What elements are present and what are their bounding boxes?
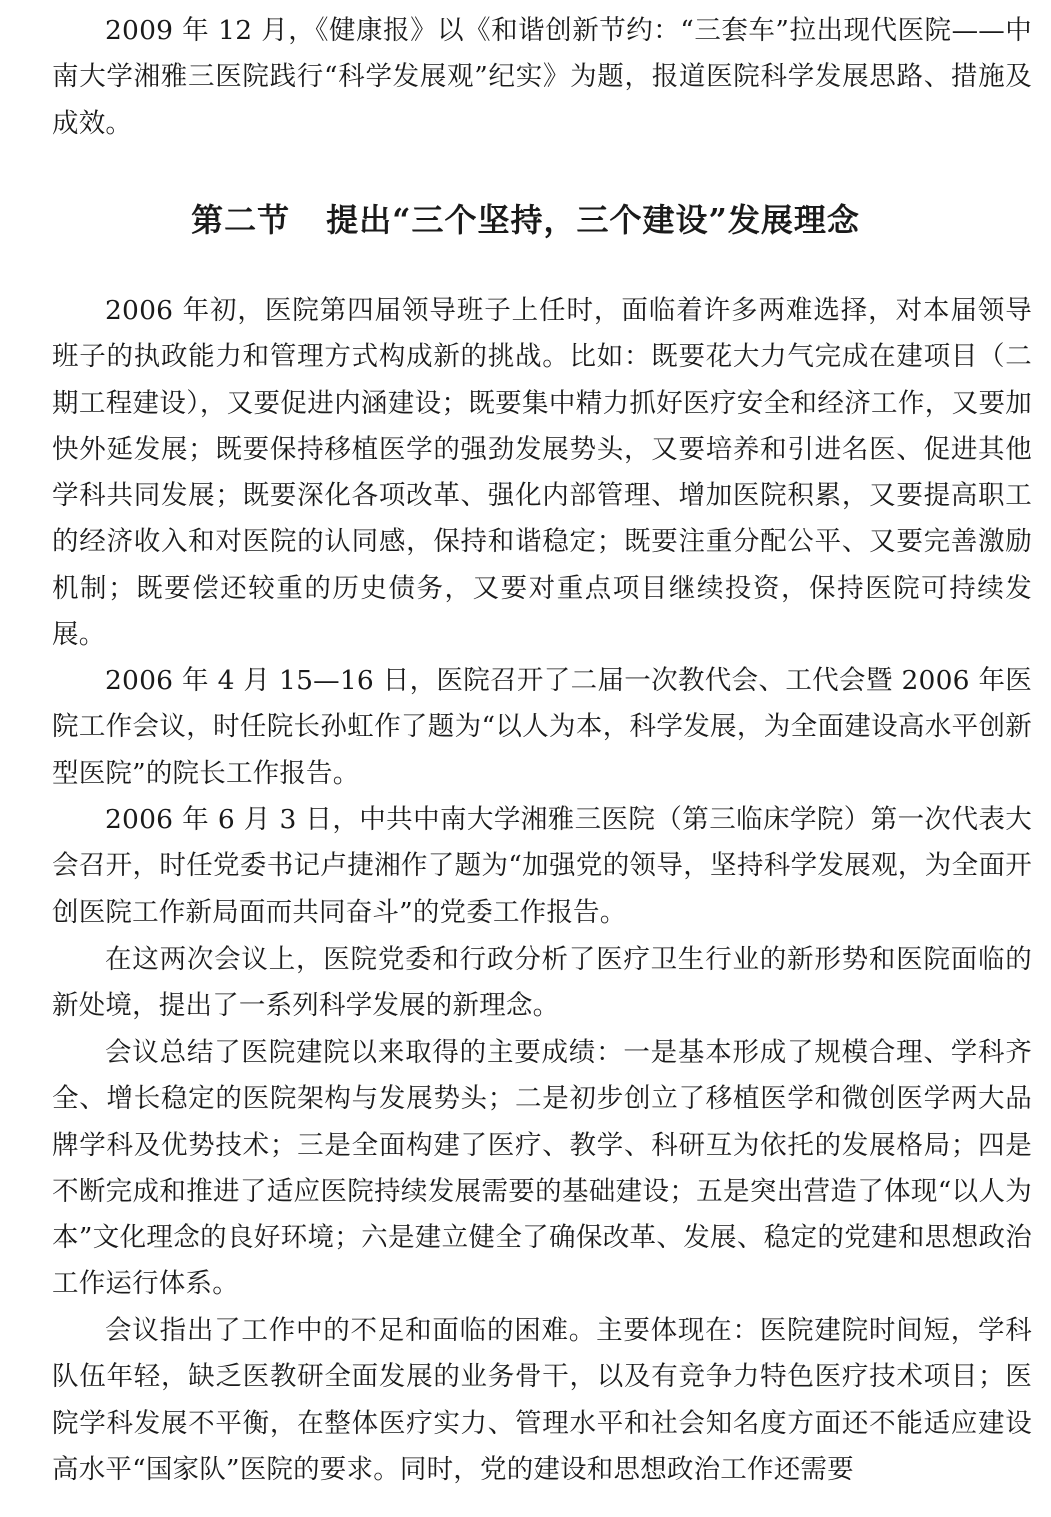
body-paragraph-3: 2006 年 6 月 3 日，中共中南大学湘雅三医院（第三临床学院）第一次代表大会召开，时任党委书记卢捷湘作了题为“加强党的领导，坚持科学发展观，为全面开创医院工作新局面而共同奋斗”的党委工作报告。 — [52, 804, 1032, 928]
section-title: 提出“三个坚持，三个建设”发展理念 — [326, 201, 860, 239]
section-number: 第二节 — [191, 201, 291, 239]
body-paragraph-4: 在这两次会议上，医院党委和行政分析了医疗卫生行业的新形势和医院面临的新处境，提出了一系列科学发展的新理念。 — [52, 944, 1032, 1022]
body-paragraph-1: 2006 年初，医院第四届领导班子上任时，面临着许多两难选择，对本届领导班子的执政能力和管理方式构成新的挑战。比如：既要花大力气完成在建项目（二期工程建设），又要促进内涵建设；既要集中精力抓好医疗安全和经济工作，又要加快外延发展；既要保持移植医学的强劲发展势头，又要培养和引进名医、促进其他学科共同发展；既要深化各项改革、强化内部管理、增加医院积累，又要提高职工的经济收入和对医院的认同感，保持和谐稳定；既要注重分配公平、又要完善激励机制；既要偿还较重的历史债务，又要对重点项目继续投资，保持医院可持续发展。 — [52, 295, 1032, 651]
section-heading — [0, 192, 1051, 248]
body-paragraph-5: 会议总结了医院建院以来取得的主要成绩：一是基本形成了规模合理、学科齐全、增长稳定的医院架构与发展势头；二是初步创立了移植医学和微创医学两大品牌学科及优势技术；三是全面构建了医疗、教学、科研互为依托的发展格局；四是不断完成和推进了适应医院持续发展需要的基础建设；五是突出营造了体现“以人为本”文化理念的良好环境；六是建立健全了确保改革、发展、稳定的党建和思想政治工作运行体系。 — [52, 1037, 1032, 1300]
body-paragraph-6: 会议指出了工作中的不足和面临的困难。主要体现在：医院建院时间短，学科队伍年轻，缺乏医教研全面发展的业务骨干，以及有竞争力特色医疗技术项目；医院学科发展不平衡，在整体医疗实力、管理水平和社会知名度方面还不能适应建设高水平“国家队”医院的要求。同时，党的建设和思想政治工作还需要 — [52, 1315, 1032, 1485]
intro-paragraph: 2009 年 12 月，《健康报》以《和谐创新节约：“三套车”拉出现代医院——中南大学湘雅三医院践行“科学发展观”纪实》为题，报道医院科学发展思路、措施及成效。 — [52, 15, 1032, 139]
body-paragraph-2: 2006 年 4 月 15—16 日，医院召开了二届一次教代会、工代会暨 2006 年医院工作会议，时任院长孙虹作了题为“以人为本，科学发展，为全面建设高水平创新型医院”的院长工作报告。 — [52, 665, 1032, 789]
